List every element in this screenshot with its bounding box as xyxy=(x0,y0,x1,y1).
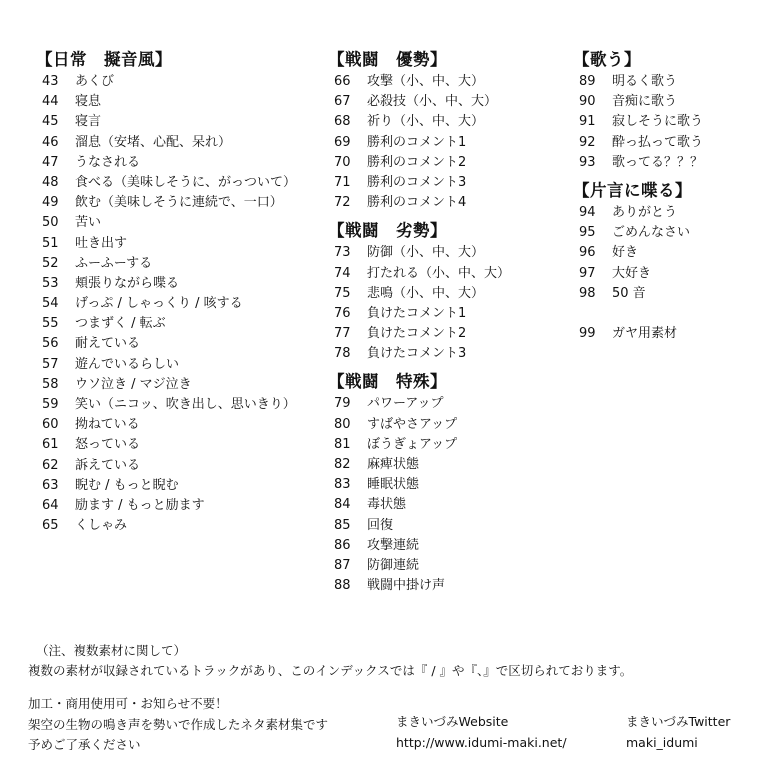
track-row xyxy=(328,264,568,284)
track-row xyxy=(573,92,763,112)
track-row xyxy=(328,243,568,263)
track-number: 77 xyxy=(334,326,351,342)
track-row xyxy=(328,284,568,304)
track-row xyxy=(328,112,568,132)
track-row xyxy=(328,344,568,364)
track-row xyxy=(36,476,316,496)
track-row xyxy=(573,324,763,344)
track-row xyxy=(573,72,763,92)
track-name: ガヤ用素材 xyxy=(612,325,678,341)
note-body: 複数の素材が収録されているトラックがあり、このインデックスでは『 / 』や『、』で区切られております。 xyxy=(28,663,633,678)
track-name: 寂しそうに歌う xyxy=(612,114,704,130)
track-number: 45 xyxy=(42,114,59,130)
section-title: 【片言に喋る】 xyxy=(573,180,692,200)
track-name: 麻痺状態 xyxy=(367,457,420,472)
track-number: 90 xyxy=(579,94,596,110)
track-section xyxy=(328,219,568,364)
track-number: 84 xyxy=(334,497,351,513)
track-name: 攻撃連続 xyxy=(367,537,420,553)
track-row xyxy=(328,516,568,536)
track-name: 毒状態 xyxy=(367,497,407,513)
track-number: 98 xyxy=(579,285,596,301)
track-number: 82 xyxy=(334,457,351,472)
track-section xyxy=(573,48,763,173)
track-row xyxy=(328,536,568,556)
track-section xyxy=(573,179,763,344)
track-name: 戦闘中掛け声 xyxy=(367,578,446,594)
track-number: 80 xyxy=(334,416,351,432)
track-number: 99 xyxy=(579,325,596,341)
track-name: げっぷ / しゃっくり / 咳する xyxy=(75,296,243,312)
track-number: 59 xyxy=(42,397,59,412)
track-number: 50 xyxy=(42,215,59,231)
track-number: 75 xyxy=(334,285,351,301)
track-number: 63 xyxy=(42,477,59,493)
section-title: 【戦闘 劣勢】 xyxy=(328,221,447,241)
track-number: 91 xyxy=(579,114,596,130)
track-number: 67 xyxy=(334,94,351,110)
track-row xyxy=(36,193,316,213)
track-number: 94 xyxy=(579,204,596,220)
track-row xyxy=(573,112,763,132)
track-name: 苦い xyxy=(75,215,102,231)
track-name: 祈り（小、中、大） xyxy=(367,114,485,130)
track-name: 飲む（美味しそうに連続で、一口） xyxy=(75,195,283,211)
track-name: 耐えている xyxy=(75,336,141,352)
track-row xyxy=(36,234,316,254)
track-name: うなされる xyxy=(75,154,141,170)
track-name: 励ます / もっと励ます xyxy=(75,497,205,513)
track-name: 打たれる（小、中、大） xyxy=(367,265,511,281)
track-section xyxy=(36,48,316,536)
track-row xyxy=(328,576,568,596)
track-name: 攻撃（小、中、大） xyxy=(367,74,485,89)
track-name: 怒っている xyxy=(75,437,141,453)
track-number: 73 xyxy=(334,245,351,261)
track-row xyxy=(36,294,316,314)
track-name: 負けたコメント1 xyxy=(367,305,467,321)
track-row xyxy=(573,264,763,284)
track-name: 歌ってる？？？ xyxy=(612,154,704,170)
track-row xyxy=(328,455,568,475)
track-number: 53 xyxy=(42,275,59,291)
track-row xyxy=(328,324,568,344)
track-number: 92 xyxy=(579,134,596,150)
track-row xyxy=(36,173,316,193)
track-row xyxy=(36,355,316,375)
track-name: 勝利のコメント1 xyxy=(367,134,467,150)
footer-website xyxy=(396,712,567,753)
track-row xyxy=(36,72,316,92)
track-name: 頬張りながら喋る xyxy=(75,275,180,291)
track-name: 悲鳴（小、中、大） xyxy=(367,285,485,301)
track-name: 必殺技（小、中、大） xyxy=(367,94,498,110)
track-name: 吐き出す xyxy=(75,235,128,251)
track-number: 62 xyxy=(42,457,59,473)
track-number: 49 xyxy=(42,195,59,211)
track-number: 48 xyxy=(42,174,59,190)
section-title: 【日常 擬音風】 xyxy=(36,50,172,69)
track-number: 78 xyxy=(334,346,351,362)
track-name: 勝利のコメント3 xyxy=(367,174,467,190)
track-row xyxy=(328,556,568,576)
track-number: 97 xyxy=(579,265,596,281)
track-name: 勝利のコメント2 xyxy=(367,154,467,170)
track-row xyxy=(328,435,568,455)
track-number: 81 xyxy=(334,436,351,452)
track-number: 69 xyxy=(334,134,351,150)
section-title: 【歌う】 xyxy=(573,50,641,69)
track-name: 50 音 xyxy=(612,285,646,301)
track-number: 54 xyxy=(42,296,59,312)
track-name: あくび xyxy=(75,74,115,89)
track-name: 好き xyxy=(612,245,639,261)
section-title: 【戦闘 特殊】 xyxy=(328,372,447,392)
track-row xyxy=(328,495,568,515)
track-row xyxy=(36,314,316,334)
track-name: ふーふーする xyxy=(75,255,153,271)
track-row xyxy=(36,112,316,132)
track-number: 83 xyxy=(334,477,351,493)
track-row xyxy=(573,153,763,173)
track-row xyxy=(328,304,568,324)
track-name: つまずく / 転ぶ xyxy=(75,316,166,332)
track-number: 57 xyxy=(42,356,59,372)
track-number: 55 xyxy=(42,316,59,332)
track-name: 遊んでいるらしい xyxy=(75,356,180,372)
track-row xyxy=(328,133,568,153)
track-number: 93 xyxy=(579,154,596,170)
track-name: 明るく歌う xyxy=(612,74,678,89)
track-number: 76 xyxy=(334,305,351,321)
track-name: 酔っ払って歌う xyxy=(612,134,704,150)
track-row xyxy=(36,435,316,455)
track-name: ごめんなさい xyxy=(612,225,691,241)
track-name: 勝利のコメント4 xyxy=(367,195,467,211)
track-name: 睨む / もっと睨む xyxy=(75,477,179,493)
track-number: 56 xyxy=(42,336,59,352)
track-number: 86 xyxy=(334,537,351,553)
track-name: ぼうぎょアップ xyxy=(367,436,458,452)
track-number: 65 xyxy=(42,518,59,534)
footer-line: 架空の生物の鳴き声を勢いで作成したネタ素材集です xyxy=(28,716,329,732)
website-label: まきいづみWebsite xyxy=(396,714,509,729)
track-name: 負けたコメント2 xyxy=(367,326,467,342)
track-row xyxy=(328,475,568,495)
track-section xyxy=(328,48,568,213)
track-row xyxy=(36,92,316,112)
track-row xyxy=(573,284,763,304)
track-number: 85 xyxy=(334,517,351,533)
track-number: 47 xyxy=(42,154,59,170)
track-name: 寝言 xyxy=(75,114,102,130)
track-name: パワーアップ xyxy=(367,396,444,412)
website-url[interactable]: http://www.idumi-maki.net/ xyxy=(396,734,567,750)
track-number: 66 xyxy=(334,74,351,89)
track-name: 笑い（ニコッ、吹き出し、思いきり） xyxy=(75,397,296,412)
spacer xyxy=(573,304,763,324)
track-number: 87 xyxy=(334,557,351,573)
track-name: 音痴に歌う xyxy=(612,94,678,110)
track-number: 74 xyxy=(334,265,351,281)
track-row xyxy=(573,203,763,223)
track-row xyxy=(36,213,316,233)
track-name: 回復 xyxy=(367,517,394,533)
footer-license-text xyxy=(28,694,328,756)
track-section xyxy=(328,370,568,596)
track-number: 60 xyxy=(42,417,59,433)
track-row xyxy=(328,415,568,435)
footer-twitter xyxy=(626,712,730,753)
track-number: 88 xyxy=(334,578,351,594)
track-name: 拗ねている xyxy=(75,417,140,433)
section-title: 【戦闘 優勢】 xyxy=(328,50,447,69)
track-row xyxy=(328,92,568,112)
track-name: 大好き xyxy=(612,265,652,281)
twitter-label: まきいづみTwitter xyxy=(626,714,731,729)
track-number: 96 xyxy=(579,245,596,261)
track-name: すばやさアップ xyxy=(367,416,458,432)
track-name: 訴えている xyxy=(75,457,141,473)
track-name: ウソ泣き / マジ泣き xyxy=(75,376,192,392)
track-number: 70 xyxy=(334,154,351,170)
column-battle xyxy=(328,48,568,602)
track-row xyxy=(36,133,316,153)
track-name: 寝息 xyxy=(75,94,102,110)
track-row xyxy=(328,173,568,193)
track-name: 防御連続 xyxy=(367,557,420,573)
track-number: 68 xyxy=(334,114,351,130)
track-row xyxy=(36,456,316,476)
track-name: くしゃみ xyxy=(75,518,128,534)
track-name: 食べる（美味しそうに、がっついて） xyxy=(75,174,297,190)
track-row xyxy=(573,243,763,263)
track-row xyxy=(328,153,568,173)
track-row xyxy=(36,516,316,536)
track-row xyxy=(36,274,316,294)
footer-line: 加工・商用使用可・お知らせ不要！ xyxy=(28,696,228,711)
track-number: 58 xyxy=(42,376,59,392)
track-row xyxy=(328,193,568,213)
track-number: 61 xyxy=(42,437,59,453)
twitter-handle[interactable]: maki_idumi xyxy=(626,734,698,750)
track-row xyxy=(573,133,763,153)
track-number: 71 xyxy=(334,174,351,190)
track-row xyxy=(328,394,568,414)
track-number: 51 xyxy=(42,235,59,251)
track-number: 79 xyxy=(334,396,351,412)
track-number: 52 xyxy=(42,255,59,271)
track-name: 溜息（安堵、心配、呆れ） xyxy=(75,134,232,150)
track-row xyxy=(36,375,316,395)
track-name: ありがとう xyxy=(612,204,678,220)
track-row xyxy=(36,496,316,516)
track-row xyxy=(36,334,316,354)
track-row xyxy=(36,395,316,415)
track-number: 72 xyxy=(334,195,351,211)
note-heading: （注、複数素材に関して） xyxy=(36,643,187,658)
track-number: 64 xyxy=(42,497,59,513)
track-number: 89 xyxy=(579,74,596,89)
column-daily xyxy=(36,48,316,542)
track-row xyxy=(573,223,763,243)
track-row xyxy=(36,415,316,435)
track-number: 44 xyxy=(42,94,59,110)
track-name: 負けたコメント3 xyxy=(367,346,467,362)
track-number: 95 xyxy=(579,225,596,241)
track-number: 46 xyxy=(42,134,59,150)
track-number: 43 xyxy=(42,74,59,89)
track-row xyxy=(36,153,316,173)
column-sing-speak xyxy=(573,48,763,350)
track-row xyxy=(328,72,568,92)
track-name: 睡眠状態 xyxy=(367,477,420,493)
track-name: 防御（小、中、大） xyxy=(367,245,485,261)
track-row xyxy=(36,254,316,274)
footer-line: 予めご了承ください xyxy=(28,737,141,752)
